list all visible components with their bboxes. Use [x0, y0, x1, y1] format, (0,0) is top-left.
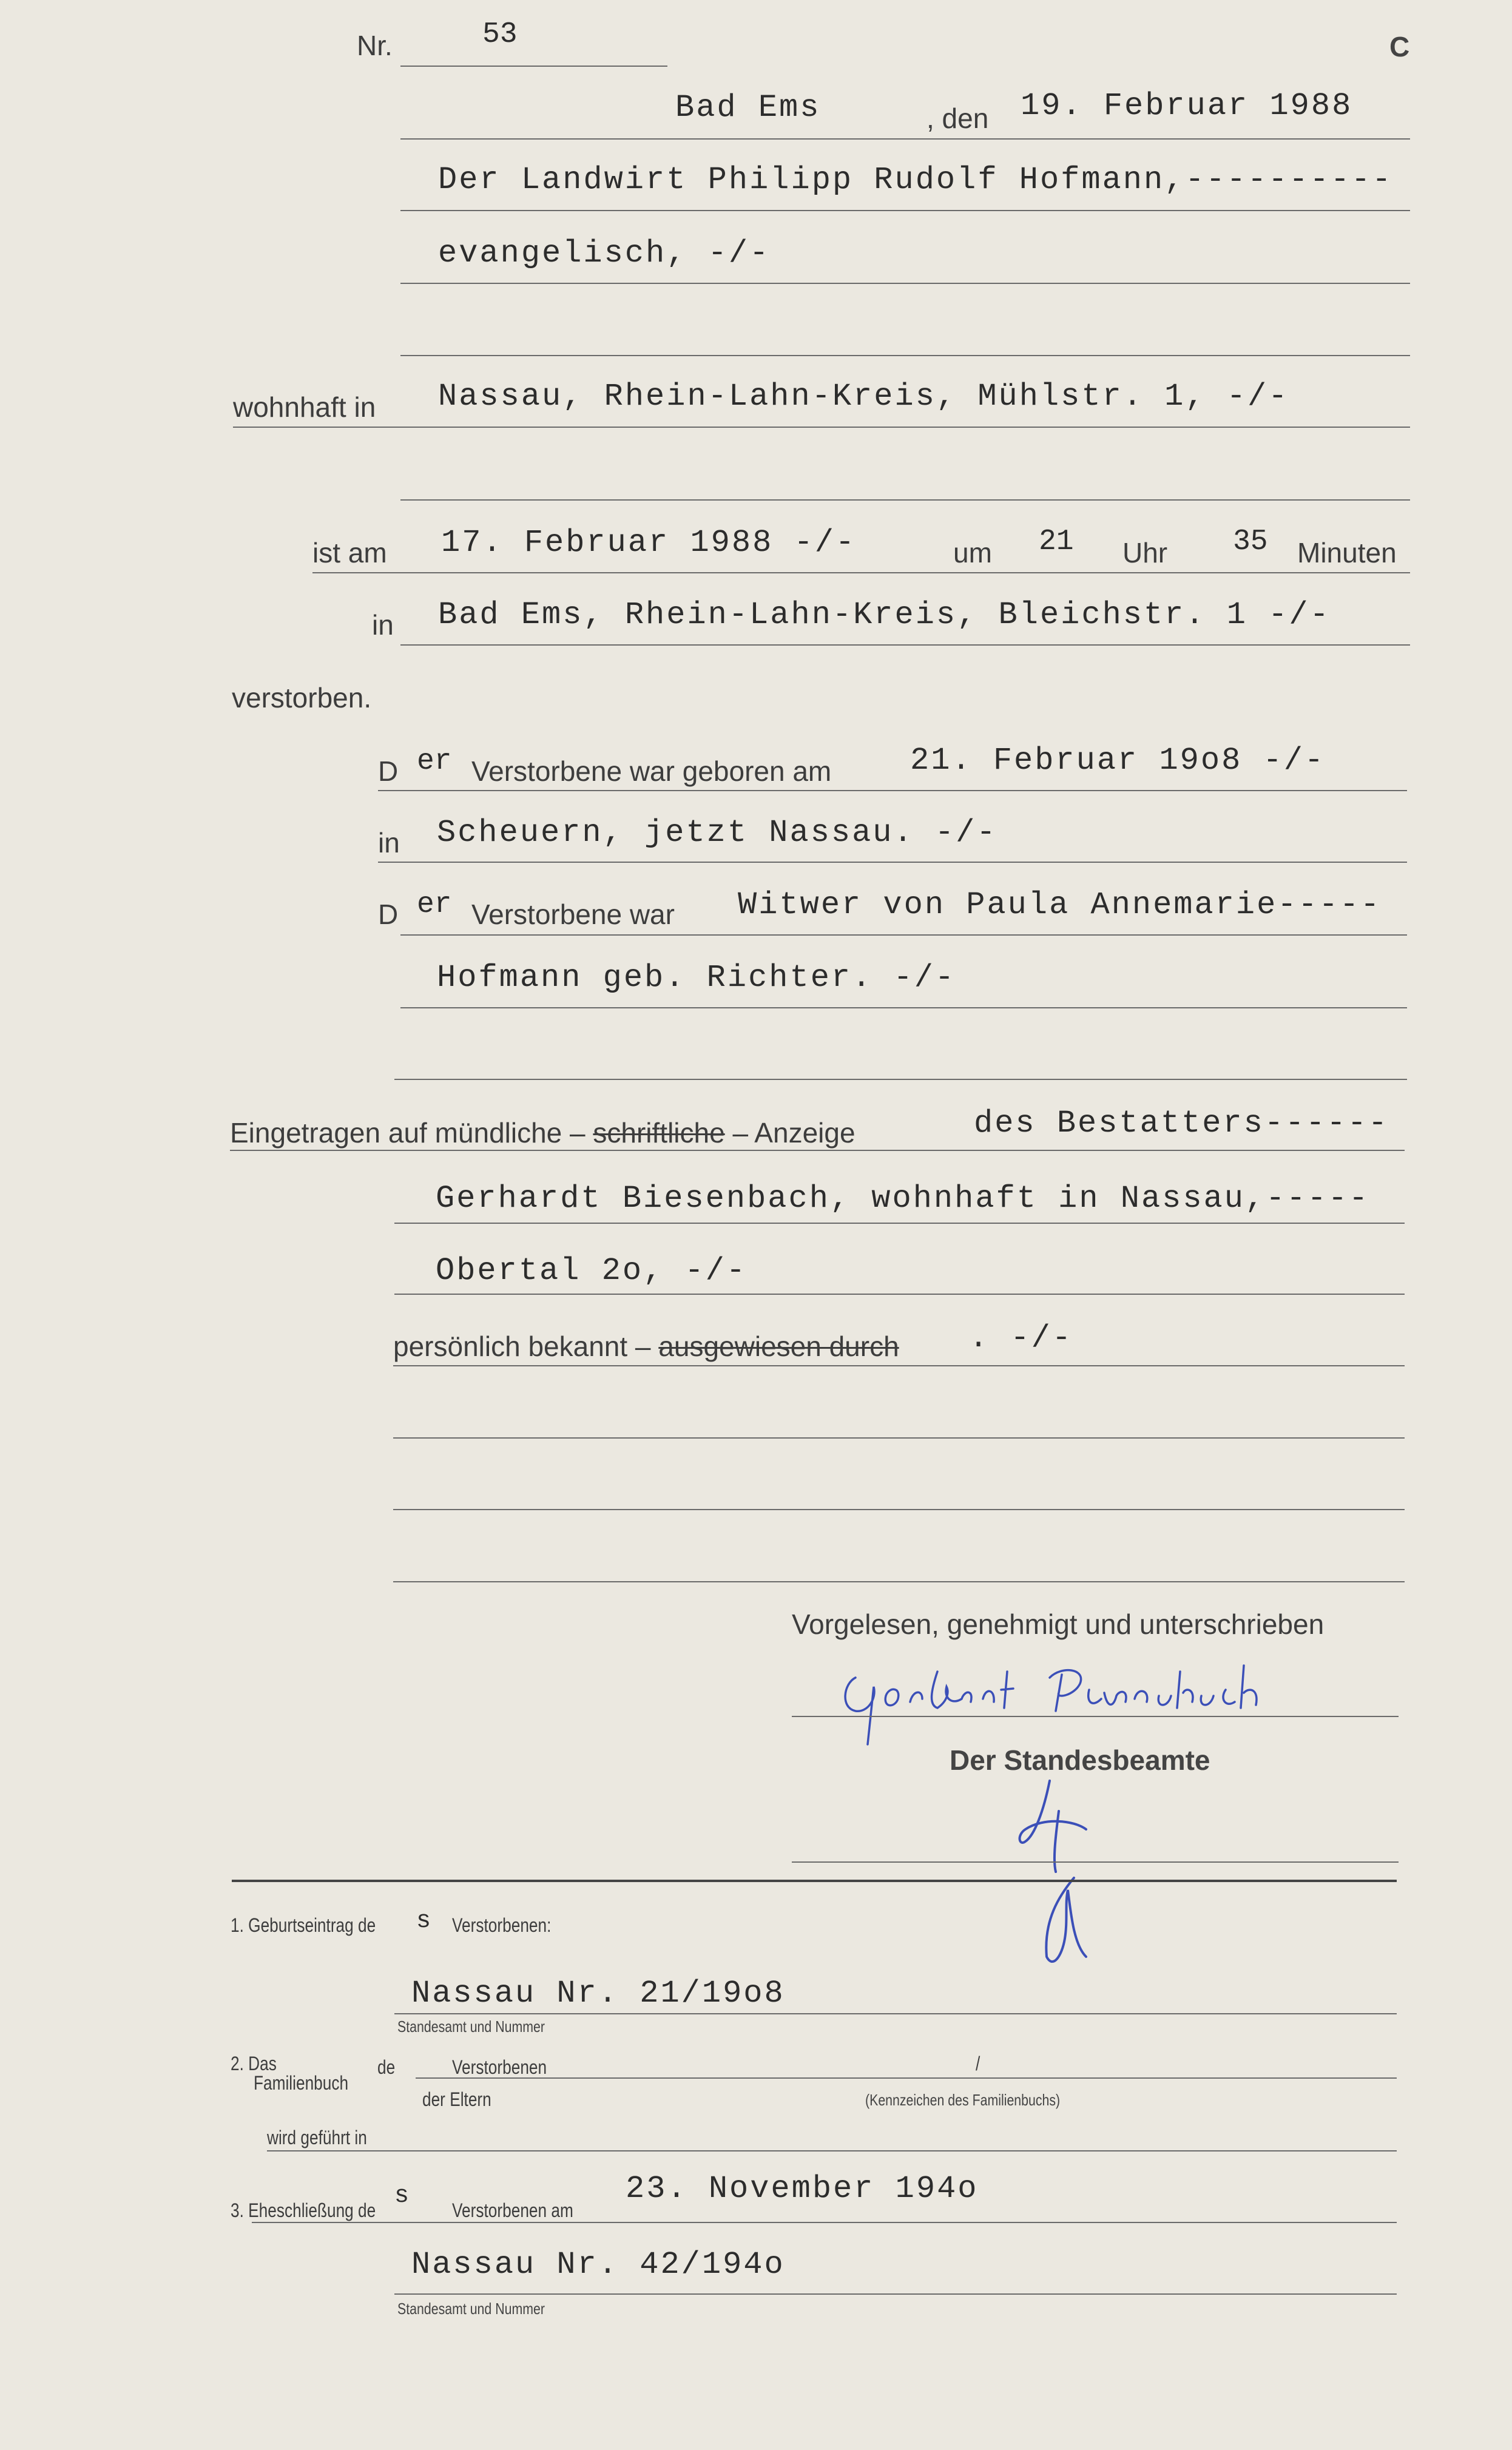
rule: [416, 2077, 1397, 2079]
rule: [400, 1007, 1407, 1008]
rule: [400, 934, 1407, 936]
rule: [252, 2222, 1397, 2223]
verstorbenen-label: Verstorbenen:: [452, 1914, 552, 1936]
rule: [400, 210, 1410, 211]
gender-suffix: s: [394, 2182, 410, 2210]
familienbuch-de: de: [377, 2056, 396, 2078]
marital-status-2: Hofmann geb. Richter. -/-: [437, 960, 956, 996]
rule: [393, 1581, 1405, 1582]
gender-suffix: er: [417, 745, 452, 778]
rule: [394, 1223, 1405, 1224]
registration-label: Eingetragen auf mündliche – schriftliche – Anzeige: [230, 1117, 856, 1149]
ist-am-label: ist am: [312, 537, 387, 569]
record-number: 53: [482, 18, 518, 51]
rule: [393, 1509, 1405, 1510]
identification-label: persönlich bekannt – ausgewiesen durch: [393, 1331, 899, 1362]
informant-2: Gerhardt Biesenbach, wohnhaft in Nassau,-----: [436, 1181, 1370, 1217]
informant-signature: [831, 1641, 1292, 1750]
record-date: 19. Februar 1988: [1021, 88, 1353, 124]
death-in-label: in: [372, 609, 394, 641]
marriage-verstorbenen-am: Verstorbenen am: [452, 2199, 573, 2221]
rule: [394, 2013, 1397, 2014]
standesamt-hint: Standesamt und Nummer: [397, 2300, 545, 2318]
marriage-label: 3. Eheschließung de: [231, 2199, 376, 2221]
familienbuch-eltern: der Eltern: [422, 2088, 491, 2110]
marital-status-1: Witwer von Paula Annemarie-----: [738, 887, 1382, 923]
standesamt-hint: Standesamt und Nummer: [397, 2017, 545, 2036]
rule: [394, 1294, 1405, 1295]
rule: [394, 2293, 1397, 2295]
gender-suffix: s: [416, 1908, 431, 1935]
birth-entry-value: Nassau Nr. 21/19o8: [411, 1976, 785, 2011]
war-label: Verstorbene war: [471, 899, 675, 930]
uhr-label: Uhr: [1122, 537, 1168, 569]
birth-date: 21. Februar 19o8 -/-: [910, 743, 1326, 778]
geboren-label: Verstorbene war geboren am: [471, 755, 832, 787]
rule: [393, 1365, 1405, 1366]
um-label: um: [953, 537, 992, 569]
den-label: , den: [926, 103, 989, 134]
rule: [400, 283, 1410, 284]
birth-place: Scheuern, jetzt Nassau. -/-: [437, 815, 997, 851]
corner-letter: C: [1389, 31, 1410, 62]
familienbuch-slash: /: [976, 2053, 980, 2074]
death-date: 17. Februar 1988 -/-: [441, 525, 857, 561]
familienbuch-das: 2. Das: [231, 2053, 277, 2074]
rule: [233, 427, 1410, 428]
nr-rule: [400, 66, 667, 67]
gefuehrt-label: wird geführt in: [267, 2127, 367, 2148]
familienbuch-verstorbenen: Verstorbenen: [452, 2056, 547, 2078]
d-label: D: [378, 755, 399, 787]
informant-1: des Bestatters------: [974, 1105, 1389, 1141]
rule: [312, 572, 1410, 573]
death-minutes: 35: [1233, 525, 1268, 558]
marriage-date: 23. November 194o: [626, 2171, 979, 2207]
signature-rule: [792, 1716, 1399, 1717]
rule: [400, 138, 1410, 140]
minuten-label: Minuten: [1297, 537, 1397, 569]
person-line-2: evangelisch, -/-: [438, 235, 771, 271]
death-hour: 21: [1039, 525, 1074, 558]
verstorben-label: verstorben.: [232, 682, 372, 714]
struck-text: schriftliche: [593, 1117, 725, 1149]
nr-label: Nr.: [357, 30, 393, 61]
rule: [378, 862, 1407, 863]
registrar-signature: [1001, 1775, 1116, 1969]
birth-entry-label: 1. Geburtseintrag de: [231, 1914, 376, 1936]
gender-suffix: er: [417, 888, 452, 921]
kennzeichen-hint: (Kennzeichen des Familienbuchs): [865, 2091, 1061, 2109]
d-label: D: [378, 899, 399, 930]
identification-value: . -/-: [969, 1320, 1073, 1356]
rule: [400, 355, 1410, 356]
rule: [378, 790, 1407, 791]
place-of-record: Bad Ems: [675, 90, 821, 126]
person-line-1: Der Landwirt Philipp Rudolf Hofmann,----------: [438, 162, 1393, 198]
rule: [393, 1437, 1405, 1439]
residence-value: Nassau, Rhein-Lahn-Kreis, Mühlstr. 1, -/-: [438, 379, 1289, 414]
footer-separator: [232, 1880, 1397, 1882]
rule: [230, 1150, 1405, 1151]
registrar-label: Der Standesbeamte: [950, 1744, 1210, 1776]
marriage-entry-value: Nassau Nr. 42/194o: [411, 2247, 785, 2283]
residence-label: wohnhaft in: [233, 391, 376, 423]
rule: [267, 2150, 1397, 2151]
rule: [400, 499, 1410, 501]
informant-3: Obertal 2o, -/-: [436, 1253, 748, 1289]
registrar-rule: [792, 1861, 1399, 1863]
birth-in-label: in: [378, 827, 400, 859]
read-approved-signed: Vorgelesen, genehmigt und unterschrieben: [792, 1608, 1325, 1640]
death-place: Bad Ems, Rhein-Lahn-Kreis, Bleichstr. 1 -/-: [438, 597, 1331, 633]
rule: [400, 644, 1410, 646]
familienbuch-label: Familienbuch: [254, 2072, 349, 2094]
struck-text: ausgewiesen durch: [658, 1331, 899, 1362]
rule: [394, 1079, 1407, 1080]
